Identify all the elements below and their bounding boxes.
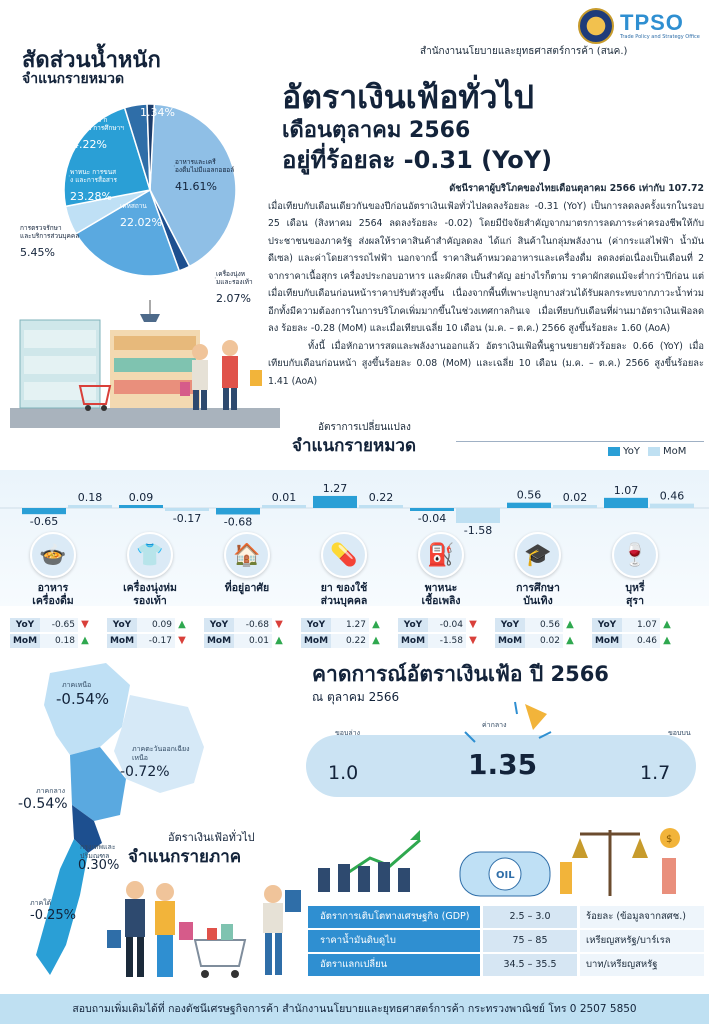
cpi-lead: ดัชนีราคาผู้บริโภคของไทยเดือนตุลาคม 2566 เท่ากับ 107.72 — [449, 183, 704, 194]
oil-tank-text: OIL — [496, 870, 515, 881]
arrow-down-icon: ▼ — [275, 619, 283, 630]
rate-row-yoy — [592, 618, 678, 632]
arrow-down-icon: ▼ — [178, 635, 186, 646]
summary-paragraph-1: เมื่อเทียบกับเดือนเดียวกันของปีก่อนอัตราเงินเฟ้อทั่วไปลดลงร้อยละ -0.31 (YoY) เป็นการลดลงครั้งแรกในรอบ 25 เดือน (สิงหาคม 2564 ลดลงร้อยละ -0.02) โดยมีปัจจัยสำคัญจากมาตรการลดภาระค่าครองชีพให้กับประชาชนของภาครัฐ ส่งผลให้ราคาสินค้าสำคัญลดลง ได้แก่ สินค้าในกลุ่มพลังงาน (ค่ากระแสไฟฟ้า น้ำมันดีเซล) และค่าโดยสารรถไฟฟ้า นอกจากนี้ ราคาสินค้าหมวดอาหารและเครื่องดื่ม ลดลงต่อเนื่องเป็นเดือนที่ 2 จากราคาเนื้อสุกร เครื่องประกอบอาหาร และผักสด เป็นสำคัญ อย่างไรก็ตาม ราคาผักสดแม้จะต่ำกว่าปีก่อน แต่เมื่อเทียบกับเดือนก่อนหน้าราคาปรับตัวสูงขึ้น เนื่องจากพื้นที่เพาะปลูกบางส่วนได้รับผลกระทบจากภาวะน้ำท่วม อีกทั้งมีความต้องการในการบริโภคเพิ่มมากขึ้นในช่วงเทศกาลกินเจ เมื่อเทียบกับเดือนที่ผ่านมาอัตราเงินเฟ้อลดลง ร้อยละ -0.28 (MoM) และเมื่อเทียบเฉลี่ย 10 เดือน (ม.ค. – ต.ค.) 2566 สูงขึ้นร้อยละ 1.60 (AoA) — [268, 200, 704, 334]
rate-value: 1.07 — [622, 618, 660, 632]
rate-key: MoM — [398, 634, 428, 648]
rate-row-mom — [592, 634, 678, 648]
food-icon: 🍲 — [30, 532, 76, 578]
ministry-seal-logo — [578, 8, 614, 44]
forecast-low-label: ขอบล่าง — [335, 729, 361, 737]
headline-rate: อยู่ที่ร้อยละ -0.31 (YoY) — [282, 146, 553, 174]
category-label-line: ยา ของใช้ — [320, 582, 368, 594]
shopping-illustration — [10, 300, 280, 435]
arrow-down-icon: ▼ — [469, 635, 477, 646]
pie-slice-label: พาหนะ การขนส — [70, 168, 117, 176]
pie-slice-label: และบริการส่วนบุคคล — [20, 232, 80, 240]
category-subtitle: อัตราการเปลี่ยนแปลง — [318, 422, 411, 433]
category-label-line: สุรา — [626, 595, 644, 607]
bar-yoy — [22, 508, 66, 514]
pie-slice-label: ยาสูบและเครื — [140, 84, 178, 92]
forecast-mid-label: ค่ากลาง — [482, 721, 507, 729]
assumption-row — [308, 930, 704, 952]
assumption-row — [308, 906, 704, 928]
region-northeast-value: -0.72% — [120, 764, 170, 780]
pie-slice-value: 1.34% — [140, 106, 175, 119]
category-label-line: รองเท้า — [133, 595, 167, 607]
bar-mom-label: 0.22 — [368, 491, 394, 504]
category-label-line: พาหนะ — [424, 582, 458, 594]
pie-slice-value: 5.45% — [20, 246, 55, 259]
rate-value: 0.09 — [137, 618, 175, 632]
assumption-unit: เหรียญสหรัฐ/บาร์เรล — [580, 930, 704, 952]
rate-value: 0.02 — [525, 634, 563, 648]
arrow-up-icon: ▲ — [81, 635, 89, 646]
footer-contact: สอบถามเพิ่มเติมได้ที่ กองดัชนีเศรษฐกิจการค้า สำนักงานนโยบายและยุทธศาสตร์การค้า กระทรวงพาณิชย์ โทร 0 2507 5850 — [0, 994, 709, 1024]
bar-mom — [262, 505, 306, 508]
arrow-up-icon: ▲ — [372, 635, 380, 646]
region-bangkok-value: 0.30% — [78, 858, 120, 873]
assumption-row — [308, 954, 704, 976]
category-label — [498, 582, 578, 608]
category-rate-table — [10, 618, 96, 650]
assumption-value: 34.5 – 35.5 — [483, 954, 577, 976]
pie-slice-label: ารอ่าน การศึกษาฯ — [72, 124, 124, 132]
coin-symbol: $ — [666, 834, 673, 845]
rate-value: 0.18 — [40, 634, 78, 648]
bar-yoy — [216, 508, 260, 514]
bar-mom-label: 0.46 — [659, 489, 685, 503]
bar-mom — [650, 504, 694, 508]
clothing-icon: 👕 — [127, 532, 173, 578]
assumption-unit: บาท/เหรียญสหรัฐ — [580, 954, 704, 976]
pie-slice-value: 4.22% — [72, 138, 107, 151]
forecast-low-value: 1.0 — [328, 762, 359, 784]
tpso-logo: TPSO Trade Policy and Strategy Office — [620, 10, 700, 40]
category-label-line: การศึกษา — [516, 582, 560, 594]
arrow-up-icon: ▲ — [566, 635, 574, 646]
category-label-line: บันเทิง — [523, 595, 553, 607]
rate-key: MoM — [10, 634, 40, 648]
category-label-line: ที่อยู่อาศัย — [224, 582, 270, 594]
bar-yoy-label: -0.68 — [223, 515, 253, 529]
forecast-mid-value: 1.35 — [468, 748, 538, 781]
rate-key: YoY — [107, 618, 137, 632]
bar-yoy-label: 1.27 — [322, 481, 348, 495]
category-label-line: อาหาร — [37, 582, 69, 594]
region-central-name: ภาคกลาง — [36, 787, 66, 795]
rate-row-yoy — [10, 618, 96, 632]
rate-key: YoY — [398, 618, 428, 632]
rate-key: MoM — [107, 634, 137, 648]
bar-mom-label: -1.58 — [463, 524, 493, 538]
education-icon: 🎓 — [515, 532, 561, 578]
headline-title: อัตราเงินเฟ้อทั่วไป — [282, 78, 534, 116]
pie-slice-label: อาหารและเครื — [175, 158, 216, 166]
economy-illustration — [310, 818, 705, 906]
celebration-decoration — [455, 702, 555, 752]
category-rate-table — [398, 618, 484, 650]
forecast-subtitle: ณ ตุลาคม 2566 — [312, 690, 400, 704]
rate-row-yoy — [398, 618, 484, 632]
rate-key: YoY — [10, 618, 40, 632]
pie-slice-label: ่ง และการสื่อสาร — [70, 176, 117, 184]
rate-row-yoy — [301, 618, 387, 632]
pie-subtitle: จำแนกรายหมวด — [22, 71, 125, 87]
bar-mom-label: 0.02 — [562, 491, 588, 504]
rate-value: -0.65 — [40, 618, 78, 632]
fuel-icon: ⛽ — [418, 532, 464, 578]
region-central-value: -0.54% — [18, 796, 68, 812]
pie-slice-label: เครื่องนุ่งห — [216, 270, 246, 278]
rate-key: MoM — [592, 634, 622, 648]
bar-mom — [359, 505, 403, 508]
category-rate-table — [107, 618, 193, 650]
region-south-value: -0.25% — [30, 908, 76, 923]
forecast-high-label: ขอบบน — [668, 729, 691, 737]
legend-mom: MoM — [648, 446, 686, 457]
shoppers-illustration — [95, 870, 305, 990]
pie-slice-label: การบันเทิง ก — [72, 116, 108, 124]
region-title: จำแนกรายภาค — [128, 847, 242, 867]
rate-key: YoY — [592, 618, 622, 632]
arrow-up-icon: ▲ — [566, 619, 574, 630]
region-northeast-name: ภาคตะวันออกเฉียงเหนือ — [132, 745, 190, 762]
category-bar-chart — [0, 462, 709, 538]
category-label — [13, 582, 93, 608]
assumption-value: 75 – 85 — [483, 930, 577, 952]
assumptions-table — [308, 906, 704, 978]
category-label — [401, 582, 481, 608]
category-label-line: เครื่องนุ่งห่ม — [123, 582, 177, 594]
weight-pie-chart — [0, 80, 280, 305]
bar-yoy — [119, 505, 163, 508]
rate-value: 0.22 — [331, 634, 369, 648]
house-icon: 🏠 — [224, 532, 270, 578]
category-label — [207, 582, 287, 595]
forecast-high-value: 1.7 — [640, 762, 671, 784]
legend-yoy: YoY — [608, 446, 640, 457]
region-subtitle: อัตราเงินเฟ้อทั่วไป — [168, 831, 255, 844]
arrow-up-icon: ▲ — [178, 619, 186, 630]
assumption-name: ราคาน้ำมันดิบดูไบ — [308, 930, 480, 952]
arrow-up-icon: ▲ — [275, 635, 283, 646]
region-south-name: ภาคใต้ — [30, 899, 52, 907]
bar-yoy — [604, 498, 648, 508]
bar-yoy-label: 1.07 — [613, 483, 639, 497]
category-label — [110, 582, 190, 608]
rate-key: MoM — [204, 634, 234, 648]
category-label-line: ส่วนบุคคล — [320, 595, 368, 607]
rate-value: -0.17 — [137, 634, 175, 648]
pie-title: สัดส่วนน้ำหนัก — [22, 48, 161, 73]
rate-value: 1.27 — [331, 618, 369, 632]
rate-row-yoy — [495, 618, 581, 632]
summary-paragraph-2: ทั้งนี้ เมื่อหักอาหารสดและพลังงานออกแล้ว อัตราเงินเฟ้อพื้นฐานขยายตัวร้อยละ 0.66 (YoY) เมื่อเทียบกับเดือนก่อนหน้า สูงขึ้นร้อยละ 0.08 (MoM) และเฉลี่ย 10 เดือน (ม.ค. – ต.ค.) 2566 สูงขึ้นร้อยละ 1.41 (AoA) — [268, 340, 704, 387]
arrow-down-icon: ▼ — [81, 619, 89, 630]
agency-name: สำนักงานนโยบายและยุทธศาสตร์การค้า (สนค.) — [420, 46, 628, 57]
rate-row-yoy — [107, 618, 193, 632]
arrow-down-icon: ▼ — [469, 619, 477, 630]
pie-slice-label: ่องดื่มไม่มีแอลกอฮอล์ — [175, 166, 235, 174]
medicine-icon: 💊 — [321, 532, 367, 578]
rate-row-mom — [495, 634, 581, 648]
pie-slice-label: เคหสถาน — [120, 202, 147, 210]
rate-key: YoY — [495, 618, 525, 632]
region-north-name: ภาคเหนือ — [62, 681, 92, 689]
bar-mom — [68, 505, 112, 508]
assumption-unit: ร้อยละ (ข้อมูลจากสศช.) — [580, 906, 704, 928]
pie-slice-value: 41.61% — [175, 180, 217, 193]
category-rate-table — [204, 618, 290, 650]
rate-value: -1.58 — [428, 634, 466, 648]
rate-row-mom — [301, 634, 387, 648]
bar-mom-label: -0.17 — [172, 512, 202, 525]
category-title: จำแนกรายหมวด — [292, 436, 417, 456]
rate-key: YoY — [301, 618, 331, 632]
arrow-up-icon: ▲ — [372, 619, 380, 630]
pie-slice-label: การตรวจรักษา — [20, 224, 62, 232]
title-rule — [456, 441, 704, 442]
bar-yoy — [507, 503, 551, 508]
rate-key: MoM — [495, 634, 525, 648]
summary-text — [268, 180, 704, 390]
category-rate-table — [301, 618, 387, 650]
assumption-value: 2.5 – 3.0 — [483, 906, 577, 928]
bar-mom — [165, 508, 209, 511]
legend-yoy-swatch — [608, 447, 620, 456]
region-north-value: -0.54% — [56, 690, 110, 708]
bar-mom-label: 0.18 — [77, 491, 103, 504]
rate-row-mom — [10, 634, 96, 648]
rate-row-yoy — [204, 618, 290, 632]
rate-value: -0.68 — [234, 618, 272, 632]
assumption-name: อัตราการเติบโตทางเศรษฐกิจ (GDP) — [308, 906, 480, 928]
rate-row-mom — [107, 634, 193, 648]
headline-month: เดือนตุลาคม 2566 — [282, 118, 471, 143]
rate-value: 0.56 — [525, 618, 563, 632]
wine-icon: 🍷 — [612, 532, 658, 578]
legend-mom-swatch — [648, 447, 660, 456]
category-label-line: เครื่องดื่ม — [32, 595, 74, 607]
assumption-name: อัตราแลกเปลี่ยน — [308, 954, 480, 976]
rate-value: 0.46 — [622, 634, 660, 648]
rate-row-mom — [204, 634, 290, 648]
bar-yoy-label: -0.65 — [29, 515, 59, 529]
category-rate-table — [495, 618, 581, 650]
pie-slice-value: 22.02% — [120, 216, 162, 229]
category-rate-table — [592, 618, 678, 650]
rate-row-mom — [398, 634, 484, 648]
rate-key: MoM — [301, 634, 331, 648]
chart-legend — [608, 446, 686, 457]
pie-slice-label: ่มและรองเท้า — [216, 278, 253, 286]
arrow-up-icon: ▲ — [663, 619, 671, 630]
forecast-title: คาดการณ์อัตราเงินเฟ้อ ปี 2566 — [312, 662, 609, 686]
bar-mom — [553, 505, 597, 508]
bar-yoy-label: -0.04 — [417, 512, 447, 525]
category-label — [304, 582, 384, 608]
bar-yoy — [313, 496, 357, 508]
bar-mom — [456, 508, 500, 523]
pie-slice-label: ่องดื่มมีแอลกอฮอล์ — [140, 92, 192, 100]
rate-value: 0.01 — [234, 634, 272, 648]
category-label — [595, 582, 675, 608]
pie-slice-value: 2.07% — [216, 292, 251, 305]
bar-yoy — [410, 508, 454, 511]
bar-mom-label: 0.01 — [271, 491, 297, 504]
bar-yoy-label: 0.56 — [516, 488, 542, 502]
rate-key: YoY — [204, 618, 234, 632]
pie-slice-value: 23.28% — [70, 190, 112, 203]
bar-yoy-label: 0.09 — [128, 491, 154, 504]
category-label-line: เชื้อเพลิง — [421, 595, 461, 607]
rate-value: -0.04 — [428, 618, 466, 632]
arrow-up-icon: ▲ — [663, 635, 671, 646]
category-label-line: บุหรี่ — [625, 582, 645, 594]
region-bangkok-name: กรุงเทพและปริมณฑล — [80, 843, 116, 860]
